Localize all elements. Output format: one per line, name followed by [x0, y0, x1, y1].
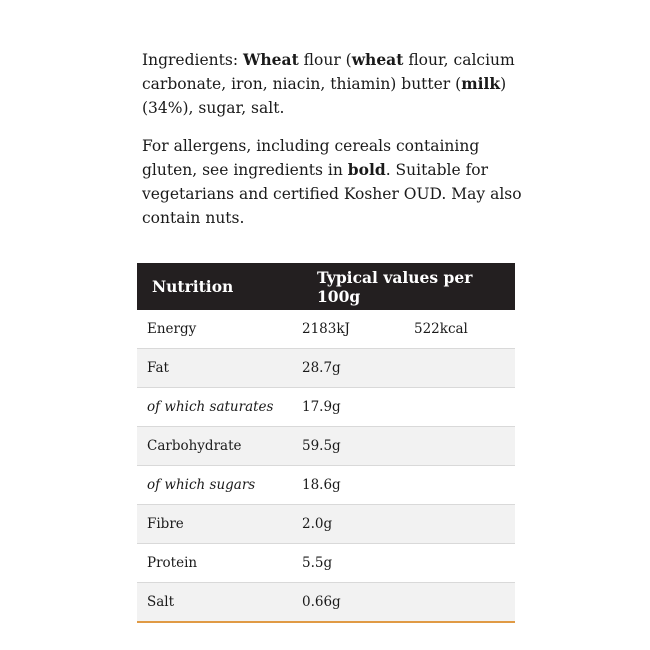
nutrient-name: Carbohydrate — [137, 427, 302, 466]
nutrient-value-secondary — [414, 388, 515, 427]
nutrition-row — [137, 310, 515, 349]
nutrition-row — [137, 505, 515, 544]
nutrient-value-secondary — [414, 427, 515, 466]
nutrition-header: Nutrition — [152, 277, 234, 296]
nutrient-value: 17.9g — [302, 388, 414, 427]
typical-values-header: Typical values per 100g — [317, 267, 473, 306]
nutrition-table — [137, 263, 515, 623]
text-segment: flour ( — [298, 51, 352, 69]
text-segment: For allergens, including cereals containing gluten, see ingredients in — [142, 137, 480, 179]
nutrition-row — [137, 544, 515, 583]
nutrient-name: Salt — [137, 583, 302, 623]
nutrient-value: 5.5g — [302, 544, 414, 583]
nutrient-value-secondary — [414, 466, 515, 505]
nutrition-row — [137, 427, 515, 466]
nutrition-row — [137, 583, 515, 623]
nutrient-value-secondary: 522kcal — [414, 310, 515, 349]
nutrient-value-secondary — [414, 349, 515, 388]
nutrient-value: 28.7g — [302, 349, 414, 388]
nutrient-value-secondary — [414, 505, 515, 544]
nutrition-row — [137, 388, 515, 427]
nutrient-name: Protein — [137, 544, 302, 583]
nutrition-header-row — [137, 263, 515, 310]
nutrient-value-secondary — [414, 583, 515, 623]
nutrient-value: 2183kJ — [302, 310, 414, 349]
bold-allergen-text: Wheat — [242, 50, 299, 69]
nutrition-row — [137, 349, 515, 388]
nutrient-value: 59.5g — [302, 427, 414, 466]
nutrient-name: of which saturates — [137, 388, 302, 427]
nutrient-value-secondary — [414, 544, 515, 583]
bold-allergen-text: milk — [461, 74, 501, 93]
nutrient-value: 2.0g — [302, 505, 414, 544]
nutrient-value: 18.6g — [302, 466, 414, 505]
nutrient-name: Fibre — [137, 505, 302, 544]
nutrition-row — [137, 466, 515, 505]
bold-allergen-text: wheat — [351, 50, 404, 69]
nutrient-name: Energy — [137, 310, 302, 349]
text-segment: flour, calcium carbonate, iron, niacin, thiamin) butter ( — [142, 51, 515, 93]
ingredients-label: Ingredients: — [142, 51, 243, 69]
ingredients-paragraph — [142, 48, 527, 120]
text-segment: . Suitable for vegetarians and certified Kosher OUD. May also contain nuts. — [142, 161, 522, 227]
nutrient-name: of which sugars — [137, 466, 302, 505]
text-segment: ) (34%), sugar, salt. — [142, 75, 507, 117]
bold-allergen-text: bold — [347, 160, 386, 179]
product-description — [142, 48, 527, 244]
nutrient-name: Fat — [137, 349, 302, 388]
allergens-paragraph — [142, 134, 527, 230]
nutrient-value: 0.66g — [302, 583, 414, 623]
